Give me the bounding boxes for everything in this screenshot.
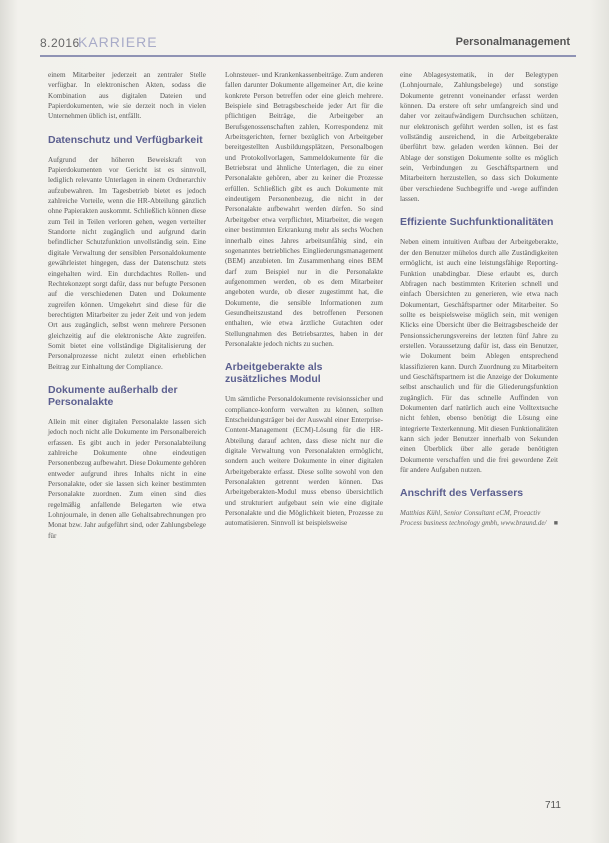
subheading-anschrift: Anschrift des Verfassers xyxy=(400,487,524,500)
paragraph: Allein mit einer digitalen Personalakte lassen sich jedoch noch nicht alle Dokumente im Personalbereich erfassen. Es gibt auch in jeder Personalabteilung zahlreiche Dokumente ohne eindeutigen Personenbezug aufbewahrt. Diese Dokumente gehören entweder aufgrund ihres Inhalts nicht in eine Personalakte, oder sie lassen sich keiner bestimmten Personalakte zuordnen. Zum einen sind dies regelmäßig anfallende Belegarten wie etwa Lohnjournale, in denen alle Gehaltsabrechnungen pro Monat bzw. Jahr aufgeführt sind, oder Zahlungsbelege für xyxy=(48,417,206,540)
subheading-datenschutz: Datenschutz und Verfügbarkeit xyxy=(48,133,203,146)
paragraph: Neben einem intuitiven Aufbau der Arbeitgeberakte, der den Benutzer mühelos durch alle Zuständigkeiten ermöglicht, ist auch eine leistungsfähige Reporting-Funktion unabdingbar. Diese erlaubt es, durch Abfragen nach bestimmten Kriterien schnell und einfach Übersichten zu generieren, wie etwa nach Dokumentart, Geschäftspartner oder Mitarbeiter. So sollte es beispielsweise möglich sein, mit wenigen Klicks eine Übersicht über die Beitragsbescheide der Pensionssicherungsvereins der letzten fünf Jahre zu erstellen. Voraussetzung dafür ist, dass ein Benutzer, wie Dokument beim Ablegen entsprechend klassifizieren kann. Durch Zuordnung zu Mitarbeitern und Geschäftspartnern ist die Anzeige der Dokumente selbst anschaulich und für die Gliederungsfunktion zugänglich. Für das schnelle Auffinden von Dokumenten darf natürlich auch eine Volltextsuche nicht fehlen, ebenso benötigt die Lösung eine integrierte Texterkennung. Mit diesen Funktionalitäten kann sich jeder Benutzer innerhalb von Sekunden einen Überblick über alle gerade benötigten Dokumente verschaffen und die frei gewordene Zeit für andere Aufgaben nutzen. xyxy=(400,238,558,475)
author-text: Matthias Kühl, Senior Consultant eCM, Proeactiv Process business technology gmbh, www.braund.de/ xyxy=(400,509,547,528)
paragraph: Um sämtliche Personaldokumente revisionssicher und compliance-konform verwalten zu können, sollten Entscheidungsträger bei der Auswahl einer Enterprise-Content-Management (ECM)-Lösung für die HR-Abteilung darauf achten, dass diese nicht nur die digitale Verwaltung von Personalakten ermöglicht, sondern auch weitere Dokumente in einer digitalen Arbeitgeberakte erfasst. Diese sollte sowohl von den Personalakten getrennt werden können. Das Arbeitgeberakten-Modul muss ebenso übersichtlich und strukturiert aufgebaut sein wie eine digitale Personalakte und die Möglichkeit bieten, Prozesse zu automatisieren. Sinnvoll ist beispielsweise xyxy=(225,395,383,528)
page-header xyxy=(40,33,576,57)
paragraph: Lohnsteuer- und Krankenkassenbeiträge. Zum anderen fallen darunter Dokumente allgemeiner Art, die keine konkrete Person betreffen oder eine gleich mehrere. Beispiele sind Betragsbescheide jeder Art für die pflichtigen Beiträge, die Arbeitgeber an Berufsgenossenschaften zahlen, Korrespondenz mit Arbeitsgerichten, ferner bezüglich von Arbeitgeber bereitgestellten Ausbildungsplätzen, Personalbogen und Protokollvorlagen, Sammeldokumente für die Betriebsrat und ähnliche Unterlagen, die zu einer Personalakte gehören, aber zu keiner die Prozesse erfüllen. Schließlich gibt es auch Dokumente mit eindeutigem Personenbezug, die nicht in der Personalakte aufbewahrt werden dürfen. So sind Arbeitgeber etwa verpflichtet, Mitarbeiter, die wegen einer bestimmten Erkrankung mehr als sechs Wochen innerhalb eines Jahres arbeitsunfähig sind, ein sogenanntes betriebliches Eingliederungsmanagement (BEM) anzubieten. Im Zusammenhang eines BEM darf zum Beispiel nur in die Personalakte aufgenommen werden, ob es dem Mitarbeiter angeboten wurde, ob dieser zugestimmt hat, die Dokumente, die sensible Informationen zum Gesundheitszustand des betroffenen Personen enthalten, wie etwa ärztliche Gutachten oder Stellungnahmen des Betriebsarztes, haben in der Personalakte jedoch nichts zu suchen. xyxy=(225,71,383,348)
section-title: Personalmanagement xyxy=(455,36,570,48)
author-address xyxy=(400,508,558,528)
text-column-3 xyxy=(400,70,558,528)
paragraph: eine Ablagesystematik, in der Belegtypen (Lohnjournale, Zahlungsbelege) und sonstige Dokumente getrennt voneinander erfasst werden können. Da erstere oft sehr umfangreich sind und daher vor zeitaufwändigem Durchsuchen schützen, nur elektronisch geführt werden sollen, ist es fast vollständig ausreichend, in die Arbeitgeberakte überführt bzw. geladen werden können. Bei der Ablage der sonstigen Dokumente sollte es möglich sein, Verbindungen zu Geschäftspartnern und Mitarbeitern herzustellen, so dass sich Dokumente über verschiedene Suchbegriffe und -wege auffinden lassen. xyxy=(400,71,558,204)
subheading-dokumente: Dokumente außerhalb der Personalakte xyxy=(48,383,178,408)
subheading-suchfunktionen: Effiziente Suchfunktionalitäten xyxy=(400,216,554,229)
end-mark-icon: ■ xyxy=(553,519,558,528)
magazine-logo: KARRIERE xyxy=(78,34,158,50)
page-number: 711 xyxy=(545,800,561,811)
paragraph: einem Mitarbeiter jederzeit an zentraler Stelle verfügbar. In elektronischen Akten, sodass die Kombination aus digitalen Dateien und Papierdokumenten, wie sie derzeit noch in vielen Unternehmen üblich ist, entfällt. xyxy=(48,71,206,121)
issue-number: 8.2016 xyxy=(40,36,80,50)
paragraph: Aufgrund der höheren Beweiskraft von Papierdokumenten vor Gericht ist es sinnvoll, lediglich relevante Unterlagen in einem Ordnerarchiv aufzubewahren. Im Tagesbetrieb bietet es jedoch zahlreiche Vorteile, wenn die HR-Abteilung gänzlich ohne Papierakten auskommt. Schließlich können diese zum Teil in Teilen verloren gehen, wegen verteilter Standorte nicht zugänglich und aufgrund darin befindlicher Schutzfunktion unvollständig sein. Eine digitale Verwaltung der sensiblen Personaldokumente gewährleistet hingegen, dass der Datenschutz stets eingehalten wird. Ein durchdachtes Rollen- und Rechtekonzept sorgt dafür, dass nur befugte Personen auf die verschiedenen Daten und Dokumente zugreifen können. Umgekehrt sind diese für die berechtigten Mitarbeiter zu jeder Zeit und von jedem Ort aus zugänglich, selbst wenn mehrere Personen gleichzeitig auf die elektronische Akte zugreifen. Somit bietet eine vollständige Digitalisierung der Personalprozesse nicht zuletzt einen erheblichen Beitrag zur Einhaltung der Compliance. xyxy=(48,155,206,371)
text-column-1 xyxy=(48,70,206,553)
subheading-arbeitgeberakte: Arbeitgeberakte als zusätzliches Modul xyxy=(225,361,323,386)
text-column-2 xyxy=(225,70,383,541)
